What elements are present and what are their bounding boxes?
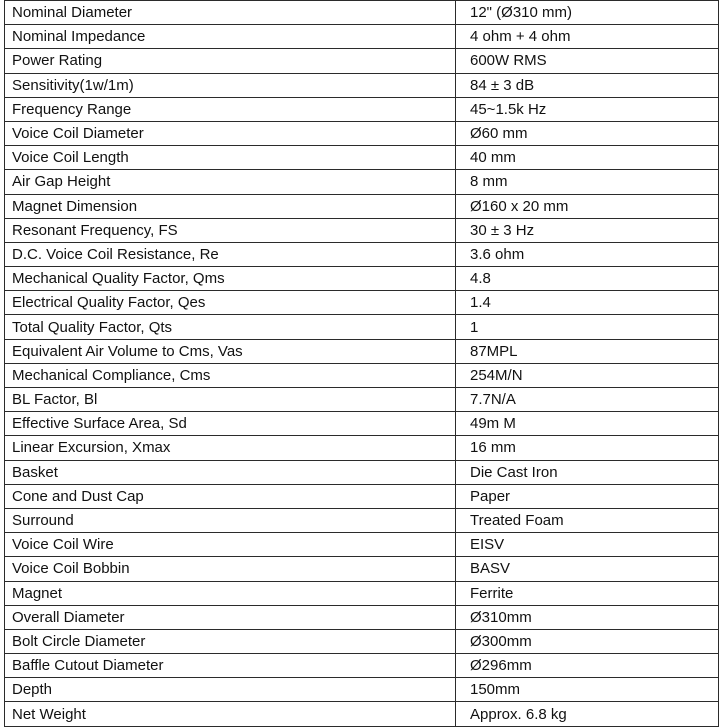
spec-name: Overall Diameter (5, 605, 456, 629)
table-row (5, 484, 719, 508)
spec-value: 45~1.5k Hz (456, 97, 719, 121)
spec-name: Total Quality Factor, Qts (5, 315, 456, 339)
spec-name: Voice Coil Wire (5, 533, 456, 557)
spec-value: 8 mm (456, 170, 719, 194)
spec-value: 16 mm (456, 436, 719, 460)
table-row (5, 654, 719, 678)
spec-value: 40 mm (456, 146, 719, 170)
table-row (5, 436, 719, 460)
table-row (5, 388, 719, 412)
spec-name: Surround (5, 508, 456, 532)
table-row (5, 508, 719, 532)
table-row (5, 1, 719, 25)
spec-name: Air Gap Height (5, 170, 456, 194)
spec-name: Magnet Dimension (5, 194, 456, 218)
table-row (5, 194, 719, 218)
table-row (5, 146, 719, 170)
spec-value: 1.4 (456, 291, 719, 315)
table-row (5, 170, 719, 194)
spec-value: Approx. 6.8 kg (456, 702, 719, 726)
spec-value: 7.7N/A (456, 388, 719, 412)
table-row (5, 73, 719, 97)
spec-value: 254M/N (456, 363, 719, 387)
spec-value: Die Cast Iron (456, 460, 719, 484)
spec-name: Magnet (5, 581, 456, 605)
spec-name: Power Rating (5, 49, 456, 73)
spec-name: Voice Coil Length (5, 146, 456, 170)
spec-name: Depth (5, 678, 456, 702)
table-row (5, 557, 719, 581)
table-row (5, 242, 719, 266)
table-row (5, 315, 719, 339)
spec-value: Ferrite (456, 581, 719, 605)
spec-value: 49m M (456, 412, 719, 436)
table-row (5, 460, 719, 484)
spec-name: Frequency Range (5, 97, 456, 121)
spec-name: Basket (5, 460, 456, 484)
spec-value: Ø300mm (456, 629, 719, 653)
table-row (5, 291, 719, 315)
spec-name: BL Factor, Bl (5, 388, 456, 412)
spec-name: Nominal Diameter (5, 1, 456, 25)
spec-name: Electrical Quality Factor, Qes (5, 291, 456, 315)
spec-name: Sensitivity(1w/1m) (5, 73, 456, 97)
spec-value: 12" (Ø310 mm) (456, 1, 719, 25)
table-row (5, 581, 719, 605)
spec-value: Ø296mm (456, 654, 719, 678)
spec-name: Nominal Impedance (5, 25, 456, 49)
spec-value: Ø160 x 20 mm (456, 194, 719, 218)
table-row (5, 702, 719, 726)
spec-name: Mechanical Quality Factor, Qms (5, 267, 456, 291)
spec-table (4, 0, 719, 727)
spec-name: Cone and Dust Cap (5, 484, 456, 508)
table-row (5, 121, 719, 145)
table-row (5, 678, 719, 702)
spec-value: 150mm (456, 678, 719, 702)
spec-value: 4 ohm + 4 ohm (456, 25, 719, 49)
spec-name: Bolt Circle Diameter (5, 629, 456, 653)
table-row (5, 533, 719, 557)
spec-value: 1 (456, 315, 719, 339)
spec-name: Net Weight (5, 702, 456, 726)
spec-value: Ø310mm (456, 605, 719, 629)
spec-value: 3.6 ohm (456, 242, 719, 266)
spec-name: Resonant Frequency, FS (5, 218, 456, 242)
spec-table-body (5, 1, 719, 727)
spec-name: Linear Excursion, Xmax (5, 436, 456, 460)
spec-value: 84 ± 3 dB (456, 73, 719, 97)
spec-name: Baffle Cutout Diameter (5, 654, 456, 678)
table-row (5, 97, 719, 121)
table-row (5, 605, 719, 629)
spec-name: Voice Coil Diameter (5, 121, 456, 145)
table-row (5, 49, 719, 73)
spec-value: EISV (456, 533, 719, 557)
spec-name: D.C. Voice Coil Resistance, Re (5, 242, 456, 266)
spec-name: Mechanical Compliance, Cms (5, 363, 456, 387)
table-row (5, 25, 719, 49)
spec-value: Ø60 mm (456, 121, 719, 145)
spec-value: 30 ± 3 Hz (456, 218, 719, 242)
spec-value: 4.8 (456, 267, 719, 291)
spec-value: BASV (456, 557, 719, 581)
spec-value: 600W RMS (456, 49, 719, 73)
spec-value: Treated Foam (456, 508, 719, 532)
spec-value: 87MPL (456, 339, 719, 363)
spec-value: Paper (456, 484, 719, 508)
table-row (5, 339, 719, 363)
table-row (5, 412, 719, 436)
table-row (5, 629, 719, 653)
spec-name: Voice Coil Bobbin (5, 557, 456, 581)
table-row (5, 267, 719, 291)
spec-name: Effective Surface Area, Sd (5, 412, 456, 436)
table-row (5, 218, 719, 242)
spec-name: Equivalent Air Volume to Cms, Vas (5, 339, 456, 363)
table-row (5, 363, 719, 387)
